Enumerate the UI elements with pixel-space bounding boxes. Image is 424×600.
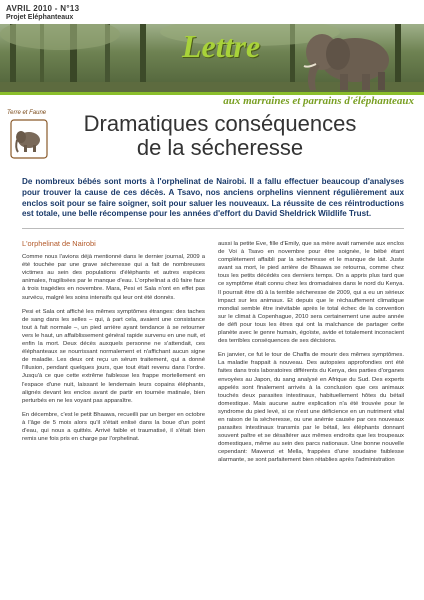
section-title: L'orphelinat de Nairobi [22, 239, 96, 248]
headline-line-1: Dramatiques conséquences [83, 111, 357, 136]
paragraph: En janvier, ce fut le tour de Chaffa de mourir des mêmes symptômes. La maladie frappait à nouveau. Des autopsies approfondies ont été faites dans trois laboratoires différents du Kenya, des parties d'organes envoyées au Japon, du sang analysé en Afrique du Sud. Des experts appelés sont finalement arrivés à la conclusion que ces animaux touchés deux parasites intestinaux, habituellement hôtes du bétail domestique. Mais aucune autre explication n'a été trouvée pour le syndrome du pied levé, si ce n'est une déficience en un nutriment vital en raison de la sécheresse, ou une anémie causée par ces nouveaux parasites intestinaux transmis par le bétail, les éléphants donnant souvent paître et se désaltérer aux mêmes endroits que les troupeaux domestiques, même au sein des parcs nationaux. Une bonne nouvelle cependant: Mawenzi et Mella, frappées d'une soudaine faiblesse alarmante, se sont parfaitement bien rétablies après l'administration [218, 352, 404, 464]
paragraph: Pesi et Sala ont affiché les mêmes symptômes étranges: des taches de sang dans les selles – qui, à part cela, avaient une consistance tout à fait normale –, un pied arrière ayant tendance à se retourner vers le haut, un affaiblissement général rapide survenu en une nuit, et enfin la mort. Deux décès auxquels personne ne s'attendait, ces éléphanteaux se nourrissant normalement et n'affichant aucun signe de maladie. Les deux ont reçu un sérum traitement, qui a donné l'illusion, pendant quelques jours, que tout était revenu dans l'ordre. Jusqu'à ce que cette extrême faiblesse les frappe mortellement en l'espace d'une nuit, laissant le lendemain leurs copains éléphants, alignés devant les enclos avant de partir en tournée matinale, bien perturbés en ne les voyant pas apparaître. [22, 308, 205, 404]
newsletter-subtitle: aux marraines et parrains d'éléphanteaux [223, 95, 414, 107]
lead-divider [22, 228, 404, 229]
terre-et-faune-logo-icon [8, 112, 50, 160]
paragraph: aussi la petite Eve, fille d'Emily, que sa mère avait ramenée aux enclos de Voi à Tsavo en novembre pour être soignée, le bébé étant complètement affaibli par la sécheresse et le manque de lait. Juste avant sa mort, le pied arrière de Bhaawa se retourna, comme chez tous les petits décédés ces derniers temps. On a appris plus tard que ce symptôme était connu chez les dromadaires dans le nord du Kenya. Il pourrait être dû à la terrible sécheresse de 2009, qui a eu un sérieux impact sur les animaux. Et depuis que le réchauffement climatique mondial semble être inévitable après le total échec de la convention sur le climat à Copenhague, 2010 sera certainement une autre année de défi pour tous les êtres qui ont la malchance de partager cette planète avec le genre humain, égoïste, avide et totalement inconscient des terribles conséquences de ses décisions. [218, 241, 404, 345]
paragraph: En décembre, c'est le petit Bhaawa, recueilli par un berger en octobre à l'âge de 5 mois alors qu'il s'était enlisé dans la boue d'un point d'eau, qui nous a quittés. Arrivé faible et traumatisé, il s'était bien remis une fois pris en charge par l'orphelinat. [22, 411, 205, 443]
project-label: Projet Eléphanteaux [6, 14, 74, 21]
headline-line-2: de la sécheresse [136, 135, 304, 160]
article-headline [60, 112, 380, 160]
paragraph: Comme nous l'avions déjà mentionné dans le dernier journal, 2009 a été touchée par une grave sécheresse qui a fait de nombreuses victimes au sein des populations d'éléphants et autres espèces animales, fragilisées par le manque d'eau. L'orphelinat a dû faire face à trois tragédies en novembre. Mara, Pesi et Sala n'ont en effet pas survécu, malgré les soins intensifs qui leur ont été donnés. [22, 254, 205, 301]
left-column [22, 240, 205, 449]
newsletter-title: Lettre [182, 28, 261, 64]
issue-label: AVRIL 2010 - N°13 [6, 4, 80, 13]
masthead [0, 0, 424, 107]
article-lead: De nombreux bébés sont morts à l'orphelinat de Nairobi. Il a fallu effectuer beaucoup d'analyses pour trouver la cause de ces décès. A Tsavo, nos anciens orphelins viennent régulièrement aux enclos soit pour se faire soigner, soit pour saluer les nouveaux. La réussite de ces réintroductions est totale, une belle récompense pour les années d'effort du David Sheldrick Wildlife Trust. [22, 177, 404, 219]
logo-text: Terre et Faune [7, 110, 47, 116]
elephant-icon [304, 34, 389, 90]
right-column [218, 240, 404, 471]
